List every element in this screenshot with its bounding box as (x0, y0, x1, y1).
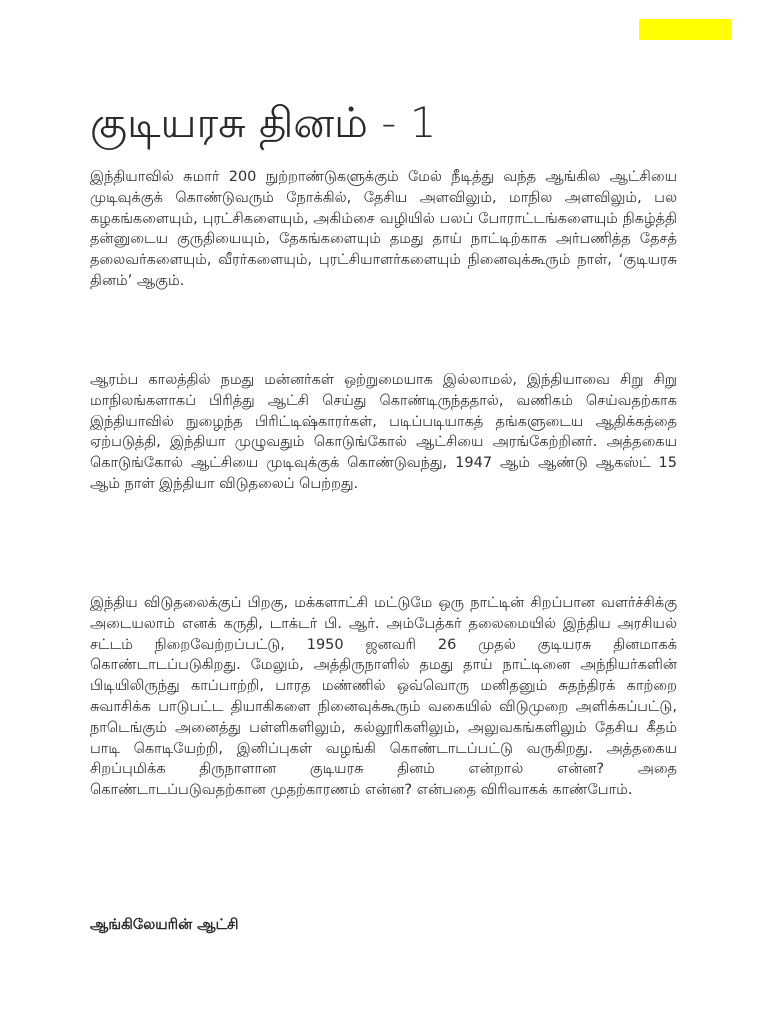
yellow-highlight-box (639, 19, 732, 40)
section-heading: ஆங்கிலேயரின் ஆட்சி (90, 917, 239, 933)
paragraph-republic: இந்திய விடுதலைக்குப் பிறகு, மக்களாட்சி மட்டுமே ஒரு நாட்டின் சிறப்பான வளர்ச்சிக்கு அடையலாம் எனக் கருதி, டாக்டர் பி. ஆர். அம்பேத்கர் தலைமையில் இந்திய அரசியல் சட்டம் நிறைவேற்றப்பட்டு, 1950 ஜனவரி 26 முதல் குடியரசு தினமாகக் கொண்டாடப்படுகிறது. மேலும், அத்திருநாளில் தமது தாய் நாட்டினை அந்நியர்களின் பிடியிலிருந்து காப்பாற்றி, பாரத மண்ணில் ஒவ்வொரு மனிதனும் சுதந்திரக் காற்றை சுவாசிக்க பாடுபட்ட தியாகிகளை நினைவுக்கூரும் வகையில் விடுமுறை அளிக்கப்பட்டு, நாடெங்கும் அனைத்து பள்ளிகளிலும், கல்லூரிகளிலும், அலுவகங்களிலும் தேசிய கீதம் பாடி கொடியேற்றி, இனிப்புகள் வழங்கி கொண்டாடப்பட்டு வருகிறது. அத்தகைய சிறப்புமிக்க திருநாளான குடியரசு தினம் என்றால் என்ன? அதை கொண்டாடப்படுவதற்கான முதற்காரணம் என்ன? என்பதை விரிவாகக் காண்போம். (90, 595, 677, 799)
page-title: குடியரசு தினம் - 1 (90, 98, 437, 147)
paragraph-intro: இந்தியாவில் சுமார் 200 நுற்றாண்டுகளுக்கும் மேல் நீடித்து வந்த ஆங்கில ஆட்சியை முடிவுக்குக் கொண்டுவரும் நோக்கில், தேசிய அளவிலும், மாநில அளவிலும், பல கழகங்களையும், புரட்சிகளையும், அகிம்சை வழியில் பலப் போராட்டங்களையும் நிகழ்த்தி தன்னுடைய குருதியையும், தேகங்களையும் தமது தாய் நாட்டிற்காக அர்பணித்த தேசத் தலைவர்களையும், வீரர்களையும், புரட்சியாளர்களையும் நினைவுக்கூரும் நாள், ‘குடியரசு தினம்’ ஆகும். (90, 169, 677, 289)
paragraph-history: ஆரம்ப காலத்தில் நமது மன்னர்கள் ஒற்றுமையாக இல்லாமல், இந்தியாவை சிறு சிறு மாநிலங்களாகப் பிரித்து ஆட்சி செய்து கொண்டிருந்ததால், வணிகம் செய்வதற்காக இந்தியாவில் நுழைந்த பிரிட்டிஷ்காரர்கள், படிப்படியாகத் தங்களுடைய ஆதிக்கத்தை ஏற்படுத்தி, இந்தியா முழுவதும் கொடுங்கோல் ஆட்சியை அரங்கேற்றினர். அத்தகைய கொடுங்கோல் ஆட்சியை முடிவுக்குக் கொண்டுவந்து, 1947 ஆம் ஆண்டு ஆகஸ்ட் 15 ஆம் நாள் இந்தியா விடுதலைப் பெற்றது. (90, 372, 677, 492)
